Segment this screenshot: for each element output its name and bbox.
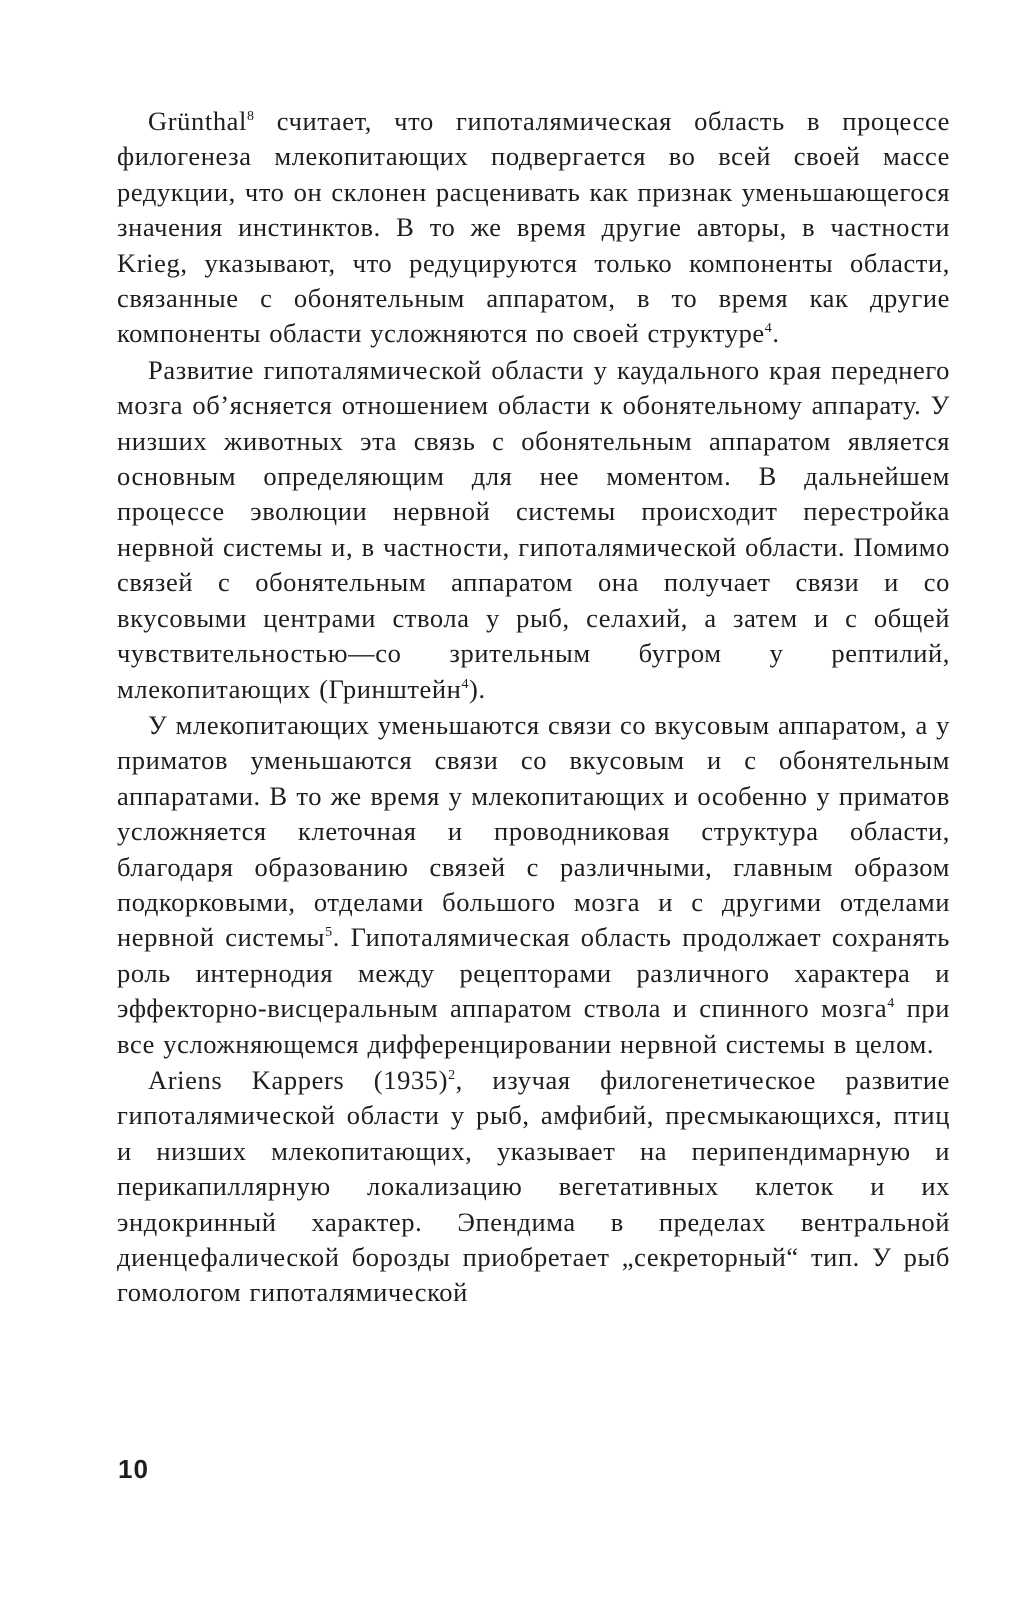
page-number: 10 (118, 1454, 149, 1484)
paragraph-text: . Гипоталямическая область продолжает сохранять роль интернодия между рецепторами различного характера и эффекторно-висцеральным аппаратом ствола и спинного мозга (117, 922, 950, 1024)
paragraph-text: считает, что гипоталямическая область в процессе филогенеза млекопитающих подвергается во всей своей массе редукции, что он склонен расценивать как признак уменьшающегося значения инстинктов. В то же время другие авторы, в частности Krieg, указывают, что редуцируются только компоненты области, связанные с обонятельным аппаратом, в то время как другие компоненты области усложняются по своей структуре (117, 106, 950, 349)
footnote-ref: 5 (325, 925, 333, 941)
paragraph (117, 104, 950, 352)
footnote-ref: 8 (247, 109, 255, 125)
paragraph-text: Grünthal (148, 106, 247, 136)
paragraph (117, 708, 950, 1062)
paragraph-text: ). (469, 673, 486, 704)
footnote-ref: 4 (461, 676, 470, 692)
paragraph-text: Развитие гипоталямической области у каудального края переднего мозга об’ясняется отношением области к обонятельному аппарату. У низших животных эта связь с обонятельным аппаратом является основным определяющим для нее моментом. В дальнейшем процессе эволюции нервной системы происходит перестройка нервной системы и, в частности, гипоталямической области. Помимо связей с обонятельным аппаратом она получает связи и со вкусовыми центрами ствола у рыб, селахий, а затем и с общей чувствительностью—со зрительным бугром у рептилий, млекопитающих (Гринштейн (117, 354, 950, 704)
paragraph-text: . (772, 318, 780, 349)
paragraph (117, 1063, 950, 1311)
paragraph (117, 353, 950, 707)
footnote-ref: 4 (887, 996, 895, 1012)
paragraph-text: У млекопитающих уменьшаются связи со вкусовым аппаратом, а у приматов уменьшаются связи со вкусовым и с обонятельным аппаратами. В то же время у млекопитающих и особенно у приматов усложняется клеточная и проводниковая структура области, благодаря образованию связей с различными, главным образом подкорковыми, отделами большого мозга и с другими отделами нервной системы (117, 709, 950, 953)
paragraph-text: , изучая филогенетическое развитие гипоталямической области у рыб, амфибий, пресмыкающихся, птиц и низших млекопитающих, указывает на перипендимарную и перикапиллярную локализацию вегетативных клеток и их эндокринный характер. Эпендима в пределах вентральной диенцефалической борозды приобретает „секреторный“ тип. У рыб гомологом гипоталямической (117, 1064, 950, 1308)
footnote-ref: 2 (448, 1068, 456, 1084)
footnote-ref: 4 (764, 321, 773, 337)
body-text (117, 104, 950, 1311)
paragraph-text: Ariens Kappers (1935) (148, 1064, 449, 1095)
paragraph-text: при все усложняющемся дифференцировании нервной системы в целом. (117, 993, 950, 1059)
